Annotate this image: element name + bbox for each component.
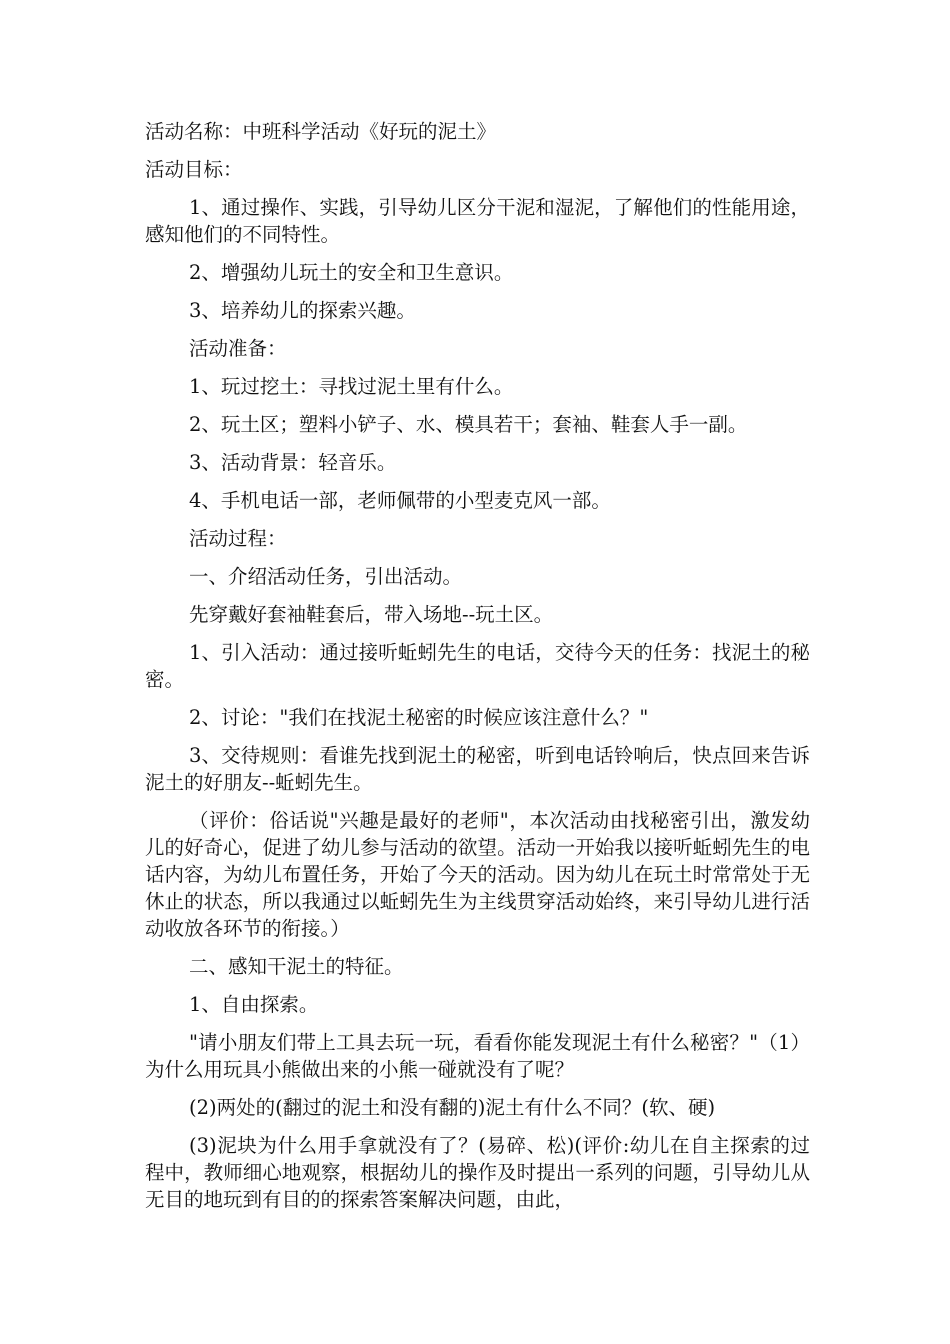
process-step-heading: 一、介绍活动任务，引出活动。: [189, 565, 463, 588]
body-paragraph: 先穿戴好套袖鞋套后，带入场地--玩土区。: [189, 603, 554, 626]
goal-item: 2、增强幼儿玩土的安全和卫生意识。: [189, 261, 514, 284]
preparation-item: 3、活动背景：轻音乐。: [189, 451, 397, 474]
section-heading-preparation: 活动准备：: [189, 337, 287, 360]
preparation-item: 4、手机电话一部，老师佩带的小型麦克风一部。: [189, 489, 611, 512]
activity-title: 活动名称：中班科学活动《好玩的泥土》: [145, 120, 497, 143]
body-paragraph: "请小朋友们带上工具去玩一玩，看看你能发现泥土有什么秘密？"（1）为什么用玩具小熊做出来的小熊一碰就没有了呢？: [145, 1031, 810, 1081]
preparation-item: 2、玩土区；塑料小铲子、水、模具若干；套袖、鞋套人手一副。: [189, 413, 748, 436]
preparation-item: 1、玩过挖土：寻找过泥土里有什么。: [189, 375, 514, 398]
section-heading-goals: 活动目标：: [145, 158, 243, 181]
body-paragraph: (3)泥块为什么用手拿就没有了？(易碎、松)(评价:幼儿在自主探索的过程中，教师细心地观察，根据幼儿的操作及时提出一系列的问题，引导幼儿从无目的地玩到有目的的探索答案解决问题，由此，: [145, 1134, 810, 1211]
body-paragraph: 2、讨论："我们在找泥土秘密的时候应该注意什么？": [189, 706, 649, 729]
body-paragraph: (2)两处的(翻过的泥土和没有翻的)泥土有什么不同？(软、硬): [189, 1096, 716, 1119]
body-paragraph: 1、引入活动：通过接听蚯蚓先生的电话，交待今天的任务：找泥土的秘密。: [145, 641, 810, 691]
evaluation-paragraph: （评价：俗话说"兴趣是最好的老师"，本次活动由找秘密引出，激发幼儿的好奇心，促进了幼儿参与活动的欲望。活动一开始我以接听蚯蚓先生的电话内容，为幼儿布置任务，开始了今天的活动。因为幼儿在玩土时常常处于无休止的状态，所以我通过以蚯蚓先生为主线贯穿活动始终，来引导幼儿进行活动收放各环节的衔接。）: [145, 809, 810, 940]
section-heading-process: 活动过程：: [189, 527, 287, 550]
document-body: [145, 118, 810, 1224]
body-paragraph: 3、交待规则：看谁先找到泥土的秘密，听到电话铃响后，快点回来告诉泥土的好朋友--蚯蚓先生。: [145, 744, 810, 794]
process-step-heading: 二、感知干泥土的特征。: [189, 955, 404, 978]
goal-item: 1、通过操作、实践，引导幼儿区分干泥和湿泥，了解他们的性能用途，感知他们的不同特性。: [145, 196, 810, 246]
goal-item: 3、培养幼儿的探索兴趣。: [189, 299, 416, 322]
body-paragraph: 1、自由探索。: [189, 993, 319, 1016]
